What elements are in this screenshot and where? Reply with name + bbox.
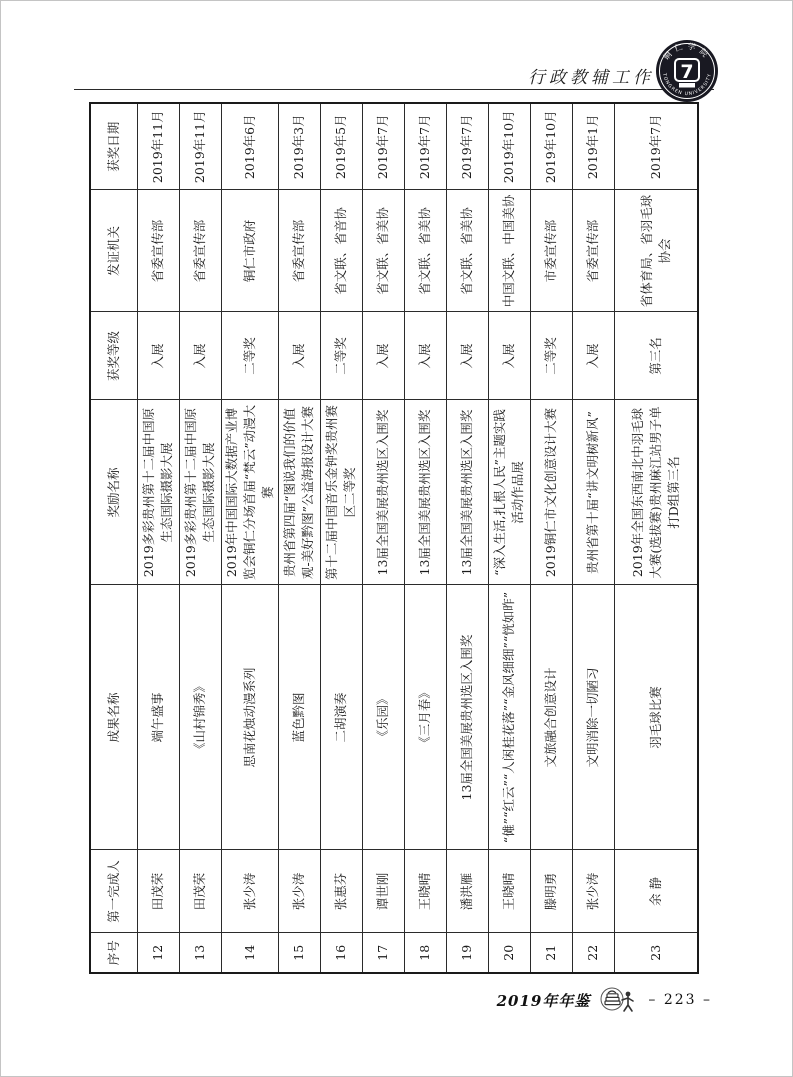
table-cell: 思南花烛动漫系列 <box>221 585 278 850</box>
table-row <box>572 103 614 973</box>
table-cell: 2019年10月 <box>530 103 572 190</box>
table-row <box>278 103 320 973</box>
table-cell: 2019年1月 <box>572 103 614 190</box>
table-cell: 省体育局、省羽毛球协会 <box>614 190 698 312</box>
table-cell: 二等奖 <box>221 312 278 400</box>
table-cell: 铜仁市政府 <box>221 190 278 312</box>
table-cell: 入展 <box>572 312 614 400</box>
table-cell: 省文联、省美协 <box>404 190 446 312</box>
table-cell: 二胡演奏 <box>320 585 362 850</box>
col-header-date: 获奖日期 <box>90 103 137 190</box>
table-cell: 2019年5月 <box>320 103 362 190</box>
table-cell: 省委宣传部 <box>137 190 179 312</box>
table-cell: 21 <box>530 933 572 973</box>
table-cell: 《乐园》 <box>362 585 404 850</box>
table-cell: 入展 <box>278 312 320 400</box>
table-cell: 13届全国美展贵州选区入围奖 <box>446 400 488 585</box>
table-cell: 省委宣传部 <box>572 190 614 312</box>
table-cell: “深入生活,扎根人民”主题实践活动作品展 <box>488 400 530 585</box>
table-cell: 2019年7月 <box>614 103 698 190</box>
table-row <box>614 103 698 973</box>
table-row <box>137 103 179 973</box>
table-cell: 田茂荣 <box>179 850 221 933</box>
table-cell: 19 <box>446 933 488 973</box>
table-cell: 第三名 <box>614 312 698 400</box>
table-body <box>137 103 698 973</box>
footer-page-number: – 223 – <box>648 992 712 1008</box>
table-cell: 17 <box>362 933 404 973</box>
col-header-award-level: 获奖等级 <box>90 312 137 400</box>
table-cell: 省文联、省音协 <box>320 190 362 312</box>
header-rule <box>74 89 714 90</box>
table-cell: 省文联、省美协 <box>446 190 488 312</box>
table-cell: 张少涛 <box>221 850 278 933</box>
table-row <box>362 103 404 973</box>
table-cell: 2019年11月 <box>179 103 221 190</box>
table-cell: 入展 <box>446 312 488 400</box>
table-cell: 2019年中国国际大数据产业博览会铜仁分场首届“梵云”动漫大赛 <box>221 400 278 585</box>
table-cell: 2019年11月 <box>137 103 179 190</box>
table-row <box>488 103 530 973</box>
table-cell: 2019年6月 <box>221 103 278 190</box>
table-cell: 第十二届中国音乐金钟奖贵州赛区二等奖 <box>320 400 362 585</box>
table-cell: 二等奖 <box>530 312 572 400</box>
table-cell: 15 <box>278 933 320 973</box>
table-cell: 20 <box>488 933 530 973</box>
table-cell: 14 <box>221 933 278 973</box>
table-cell: 田茂荣 <box>137 850 179 933</box>
footer-yearbook-title: 2019年年鉴 <box>496 991 591 1010</box>
table-cell: 王晓晴 <box>404 850 446 933</box>
table-cell: 2019年7月 <box>404 103 446 190</box>
table-row <box>179 103 221 973</box>
table-cell: 入展 <box>488 312 530 400</box>
col-header-issuer: 发证机关 <box>90 190 137 312</box>
table-cell: 张少涛 <box>278 850 320 933</box>
table-row <box>446 103 488 973</box>
table-cell: 13届全国美展贵州选区入围奖 <box>362 400 404 585</box>
table-cell: 2019年全国东西南北中羽毛球大赛(选拔赛)贵州麻江站男子单打D组第三名 <box>614 400 698 585</box>
svg-text:TONGREN UNIVERSITY: TONGREN UNIVERSITY <box>661 72 713 98</box>
table-cell: 《三月春》 <box>404 585 446 850</box>
svg-text:铜仁学院: 铜仁学院 <box>661 41 713 62</box>
table-cell: 入展 <box>362 312 404 400</box>
table-cell: 谭世刚 <box>362 850 404 933</box>
col-header-achievement: 成果名称 <box>90 585 137 850</box>
table-row <box>404 103 446 973</box>
rotated-table-container <box>89 104 683 974</box>
table-cell: 2019年10月 <box>488 103 530 190</box>
table-cell: “傩”“红云”“人闲桂花落”“金风细细”“恍如昨” <box>488 585 530 850</box>
table-cell: 入展 <box>404 312 446 400</box>
table-cell: 张少涛 <box>572 850 614 933</box>
table-header-row <box>90 103 137 973</box>
university-seal-logo <box>655 39 719 103</box>
table-row <box>320 103 362 973</box>
awards-table <box>89 102 699 974</box>
svg-text:7: 7 <box>680 61 694 83</box>
table-cell: 12 <box>137 933 179 973</box>
table-row <box>221 103 278 973</box>
col-header-first-author: 第一完成人 <box>90 850 137 933</box>
table-cell: 王晓晴 <box>488 850 530 933</box>
table-cell: 贵州省第十届“讲文明树新风” <box>572 400 614 585</box>
page-footer <box>497 985 712 1015</box>
table-cell: 13届全国美展贵州选区入围奖 <box>404 400 446 585</box>
table-cell: 13 <box>179 933 221 973</box>
table-cell: 二等奖 <box>320 312 362 400</box>
table-cell: 22 <box>572 933 614 973</box>
table-cell: 2019铜仁市文化创意设计大赛 <box>530 400 572 585</box>
table-cell: 余 静 <box>614 850 698 933</box>
university-seal-icon <box>655 39 719 103</box>
page-header-title: 行政教辅工作 <box>528 68 654 88</box>
table-cell: 省文联、省美协 <box>362 190 404 312</box>
table-cell: 中国文联、中国美协 <box>488 190 530 312</box>
table-cell: 18 <box>404 933 446 973</box>
table-cell: 16 <box>320 933 362 973</box>
table-cell: 滕明勇 <box>530 850 572 933</box>
table-cell: 端午盛事 <box>137 585 179 850</box>
table-cell: 2019年7月 <box>362 103 404 190</box>
table-cell: 省委宣传部 <box>179 190 221 312</box>
table-cell: 2019多彩贵州第十二届中国原生态国际摄影大展 <box>179 400 221 585</box>
table-cell: 羽毛球比赛 <box>614 585 698 850</box>
table-cell: 《山村锦秀》 <box>179 585 221 850</box>
table-cell: 文旅融合创意设计 <box>530 585 572 850</box>
table-cell: 贵州省第四届“图说我们的价值观-美好黔图”公益海报设计大赛 <box>278 400 320 585</box>
table-cell: 23 <box>614 933 698 973</box>
table-row <box>530 103 572 973</box>
table-cell: 市委宣传部 <box>530 190 572 312</box>
books-cart-icon <box>599 985 639 1015</box>
table-cell: 文明消除一切陋习 <box>572 585 614 850</box>
col-header-index: 序号 <box>90 933 137 973</box>
table-cell: 入展 <box>137 312 179 400</box>
col-header-award-name: 奖励名称 <box>90 400 137 585</box>
table-cell: 省委宣传部 <box>278 190 320 312</box>
table-cell: 2019年3月 <box>278 103 320 190</box>
table-cell: 蓝色黔图 <box>278 585 320 850</box>
table-cell: 13届全国美展贵州选区入围奖 <box>446 585 488 850</box>
table-cell: 张惠芬 <box>320 850 362 933</box>
table-cell: 潘洪雁 <box>446 850 488 933</box>
table-cell: 2019多彩贵州第十二届中国原生态国际摄影大展 <box>137 400 179 585</box>
table-cell: 2019年7月 <box>446 103 488 190</box>
table-cell: 入展 <box>179 312 221 400</box>
